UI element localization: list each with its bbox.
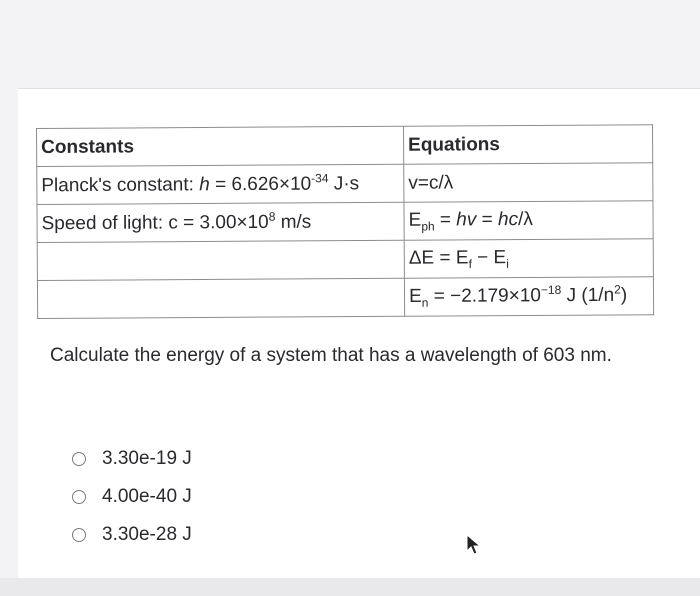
question-text: Calculate the energy of a system that has a wavelength of 603 nm. (50, 345, 612, 366)
option-label: 4.00e-40 J (102, 486, 192, 507)
radio-empty-icon[interactable] (72, 452, 86, 466)
table-row (37, 163, 653, 205)
constants-equations-table (36, 124, 654, 319)
option-label: 3.30e-19 J (102, 448, 192, 469)
answer-options (72, 440, 192, 554)
energy-level-cell: $E_n = -2.179\times 10^{-18}$ J $(1/n^2)$ (404, 277, 653, 317)
answer-option[interactable] (72, 516, 192, 554)
delta-energy-cell: $\Delta E = E_f - E_i$ (404, 239, 653, 279)
answer-option[interactable] (72, 478, 192, 516)
constants-header: Constants (37, 126, 404, 166)
table-row (37, 201, 653, 243)
option-label: 3.30e-28 J (102, 524, 192, 545)
speed-of-light-cell: Speed of light: $c = 3.00\times 10^8$ m/s (37, 202, 404, 242)
empty-cell (37, 240, 404, 280)
mouse-pointer-icon (466, 534, 484, 556)
wave-equation-cell: v=c/λ (404, 163, 653, 203)
planck-constant-cell: Planck's constant: $h = 6.626\times 10^{-34}$ J·s (37, 164, 404, 204)
radio-empty-icon[interactable] (72, 528, 86, 542)
empty-cell (37, 278, 404, 318)
radio-empty-icon[interactable] (72, 490, 86, 504)
bottom-strip (0, 578, 700, 596)
equations-header: Equations (403, 125, 652, 165)
table-row (37, 277, 653, 319)
table-header-row (37, 125, 653, 167)
table-row (37, 239, 653, 281)
photon-energy-cell: $E_{ph}$ = hv = hc/λ (404, 201, 653, 241)
answer-option[interactable] (72, 440, 192, 478)
